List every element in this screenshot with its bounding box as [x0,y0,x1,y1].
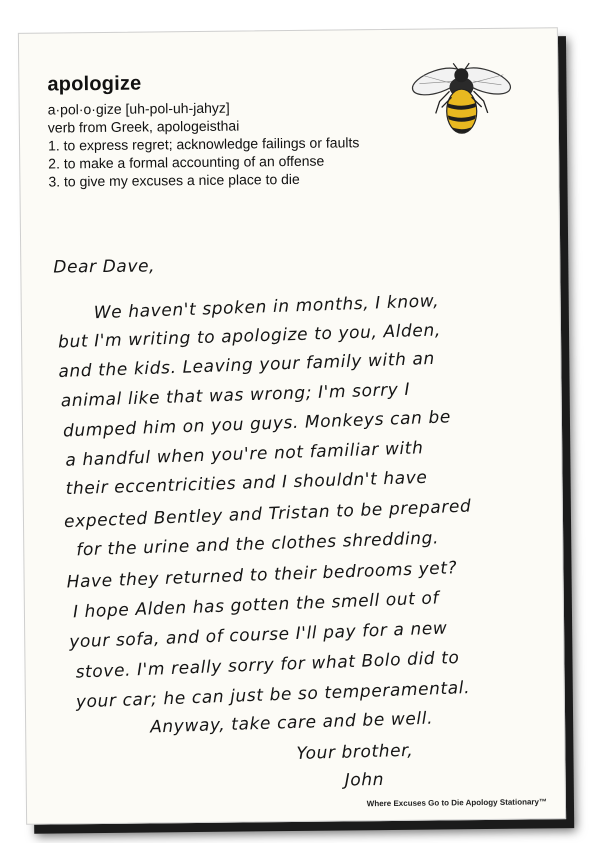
handwritten-letter [19,28,565,824]
letter-line: Have they returned to their bedrooms yet? [66,558,458,593]
definition-pronunciation: a·pol·o·gize [uh-pol-uh-jahyz] [47,99,230,118]
letter-line: I hope Alden has gotten the smell out of [72,588,440,623]
letter-line: but I'm writing to apologize to you, Alden, [57,320,442,353]
letter-line: stove. I'm really sorry for what Bolo did to [75,647,460,683]
letter-line: dumped him on you guys. Monkeys can be [62,407,452,442]
letter-signature: John [344,770,385,791]
letter-line: their eccentricities and I shouldn't have [65,467,428,500]
letter-line: Anyway, take care and be well. [149,708,434,738]
letter-line: your sofa, and of course I'll pay for a new [68,618,448,653]
letter-line: for the urine and the clothes shredding. [76,528,440,561]
definition-sense-3: 3. to give my excuses a nice place to die [48,170,300,190]
definition-word: apologize [47,72,142,96]
letter-closing: Your brother, [296,740,414,764]
letter-line: We haven't spoken in months, I know, [93,291,440,324]
stationery-card [18,27,566,825]
letter-line: expected Bentley and Tristan to be prepared [63,496,472,533]
stationery-footer: Where Excuses Go to Die Apology Stationary™ [366,797,547,809]
letter-line: your car; he can just be so temperamental. [75,677,471,713]
letter-line: a handful when you're not familiar with [65,438,424,471]
definition-sense-2: 2. to make a formal accounting of an offense [48,152,325,172]
letter-line: and the kids. Leaving your family with an [58,348,436,383]
letter-salutation: Dear Dave, [53,256,156,278]
definition-sense-1: 1. to express regret; acknowledge failings or faults [47,134,360,154]
definition-etymology: verb from Greek, apologeisthai [47,117,240,136]
letter-line: animal like that was wrong; I'm sorry I [60,379,411,412]
